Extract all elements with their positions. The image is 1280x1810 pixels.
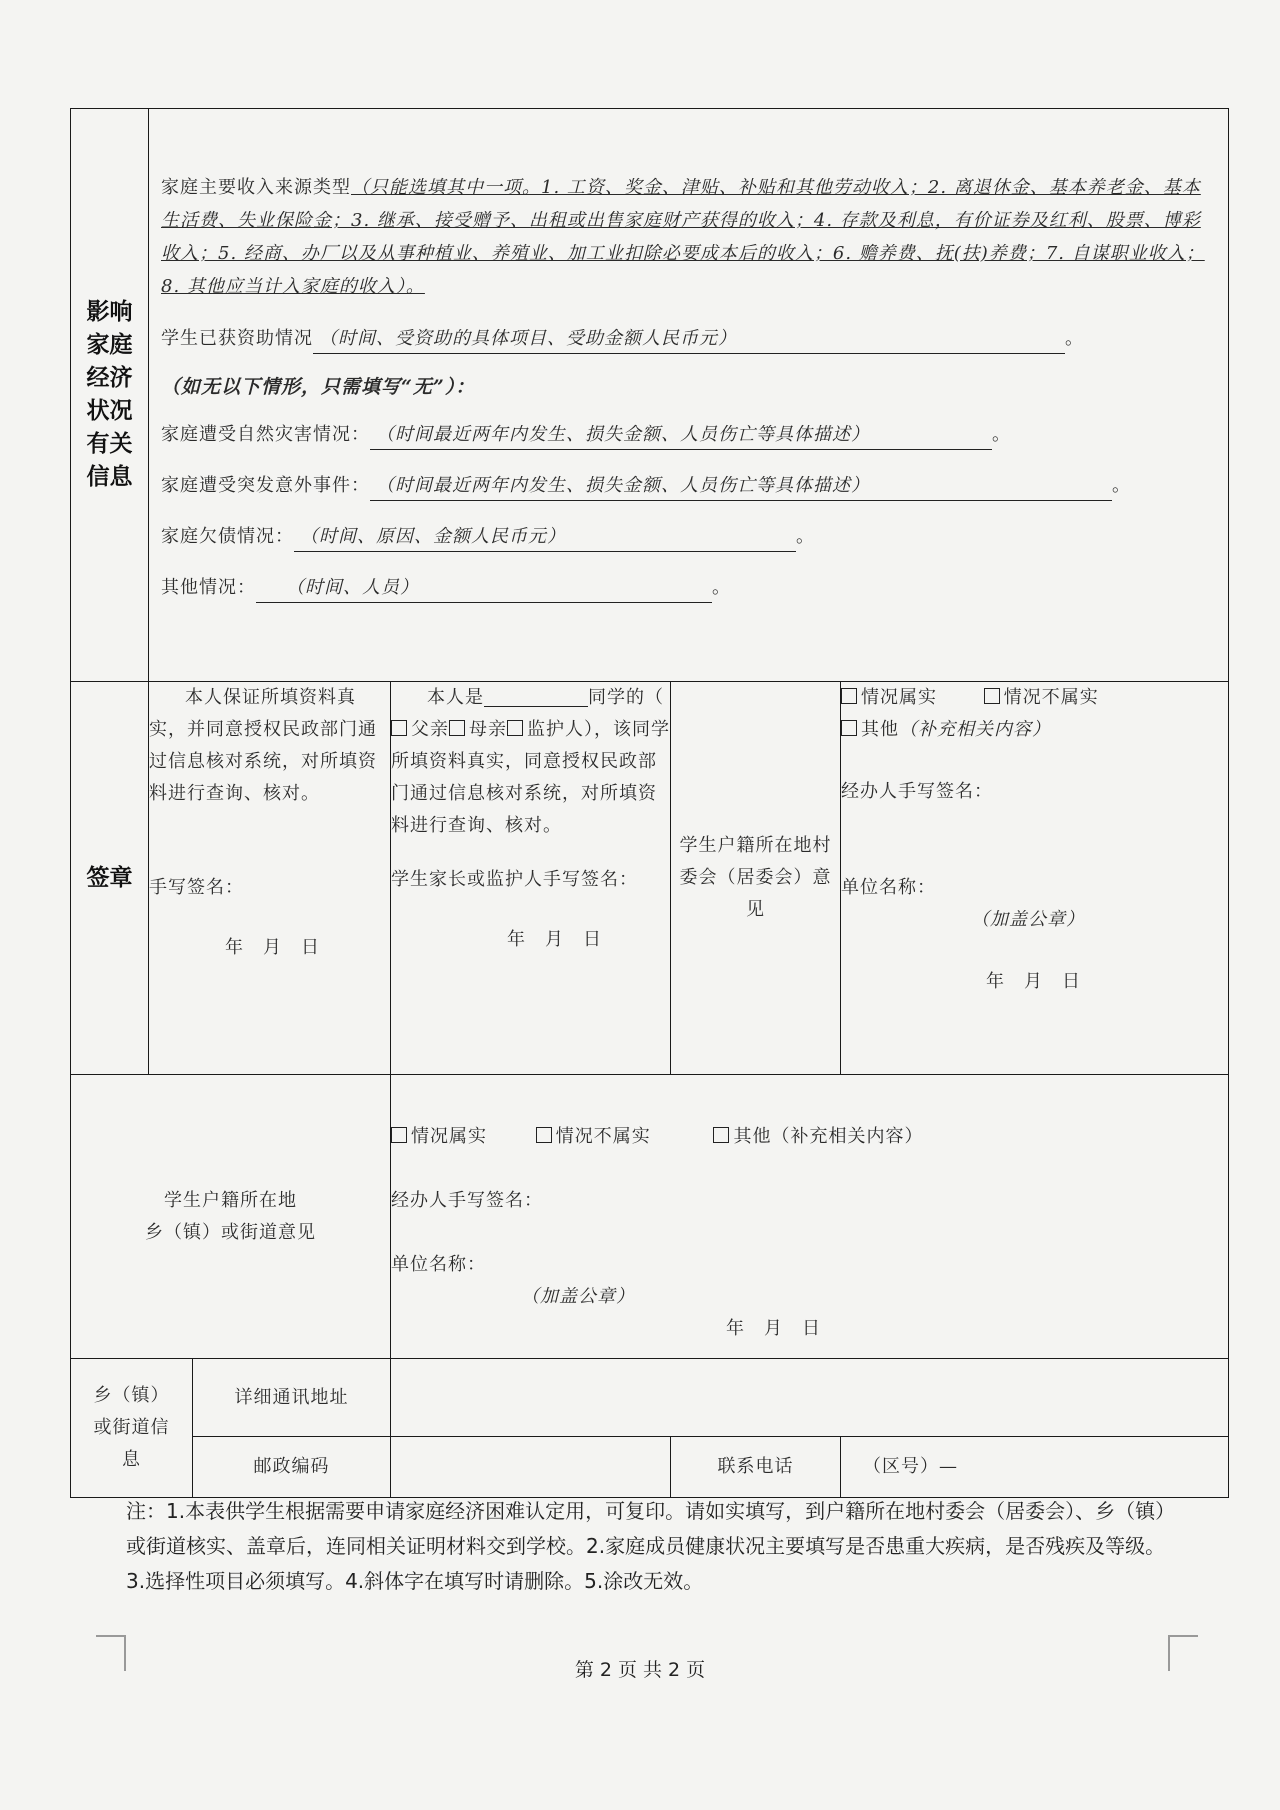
accident-line: 家庭遭受突发意外事件： （时间最近两年内发生、损失金额、人员伤亡等具体描述） 。 — [161, 472, 1216, 501]
township-opinion-cell[interactable]: 情况属实 情况不属实 其他（补充相关内容） 经办人手写签名： 单位名称： （加盖公章） 年 月 日 — [391, 1075, 1229, 1359]
village-opinion-cell[interactable]: 情况属实 情况不属实 其他（补充相关内容） 经办人手写签名： 单位名称： （加盖公章） 年 月 日 — [841, 682, 1229, 1075]
checkbox-false[interactable] — [536, 1127, 552, 1143]
contact-row — [71, 1437, 1229, 1498]
section-header-sign: 签章 — [71, 682, 149, 1075]
section-township-opinion — [71, 1075, 1229, 1359]
township-info-header: 乡（镇）或街道信息 — [71, 1359, 193, 1498]
section-header-economic: 影响 家庭 经济 状况 有关 信息 — [71, 109, 149, 682]
economic-info-content[interactable] — [149, 109, 1229, 682]
section-economic-info — [71, 109, 1229, 682]
self-declaration-cell[interactable]: 本人保证所填资料真实，并同意授权民政部门通过信息核对系统，对所填资料进行查询、核对。 手写签名： 年 月 日 — [149, 682, 391, 1075]
disaster-field[interactable]: （时间最近两年内发生、损失金额、人员伤亡等具体描述） — [370, 421, 992, 450]
checkbox-other[interactable] — [713, 1127, 729, 1143]
other-field[interactable]: （时间、人员） — [256, 574, 712, 603]
checkbox-true[interactable] — [391, 1127, 407, 1143]
debt-field[interactable]: （时间、原因、金额人民币元） — [294, 523, 796, 552]
aid-line: 学生已获资助情况 （时间、受资助的具体项目、受助金额人民币元） 。 — [161, 325, 1216, 354]
address-row — [71, 1359, 1229, 1437]
checkbox-true[interactable] — [841, 688, 857, 704]
aid-field[interactable]: （时间、受资助的具体项目、受助金额人民币元） — [313, 325, 1065, 354]
footnote: 注：1.本表供学生根据需要申请家庭经济困难认定用，可复印。请如实填写，到户籍所在地村委会（居委会）、乡（镇）或街道核实、盖章后，连同相关证明材料交到学校。2.家庭成员健康状况主要填写是否患重大疾病，是否残疾及等级。3.选择性项目必须填写。4.斜体字在填写时请删除。5.涂改无效。 — [126, 1499, 1176, 1593]
address-label: 详细通讯地址 — [193, 1359, 391, 1437]
phone-field[interactable]: （区号）— — [841, 1437, 1229, 1498]
address-field[interactable] — [391, 1359, 1229, 1437]
section-signatures — [71, 682, 1229, 1075]
form-table — [70, 108, 1229, 1498]
disaster-line: 家庭遭受自然灾害情况： （时间最近两年内发生、损失金额、人员伤亡等具体描述） 。 — [161, 421, 1216, 450]
checkbox-other[interactable] — [841, 720, 857, 736]
checkbox-father[interactable] — [391, 720, 407, 736]
other-line: 其他情况： （时间、人员） 。 — [161, 574, 1216, 603]
postcode-label: 邮政编码 — [193, 1437, 391, 1498]
checkbox-guardian[interactable] — [507, 720, 523, 736]
income-source: 家庭主要收入来源类型（只能选填其中一项。1. 工资、奖金、津贴、补贴和其他劳动收入；2. 离退休金、基本养老金、基本生活费、失业保险金；3. 继承、接受赠予、出租或出售家庭财产获得的收入；4. 存款及利息，有价证券及红利、股票、博彩收入；5. 经商、办厂以及从事种植业、养殖业、加工业扣除必要成本后的收入；6. 赡养费、抚(扶)养费；7. 自谋职业收入；8. 其他应当计入家庭的收入）。 — [161, 177, 1205, 297]
debt-line: 家庭欠债情况： （时间、原因、金额人民币元） 。 — [161, 523, 1216, 552]
township-opinion-label: 学生户籍所在地 乡（镇）或街道意见 — [71, 1075, 391, 1359]
page-number: 第 2 页 共 2 页 — [574, 1659, 706, 1681]
phone-label: 联系电话 — [671, 1437, 841, 1498]
village-opinion-label: 学生户籍所在地村委会（居委会）意见 — [671, 682, 841, 1075]
student-name-field[interactable] — [484, 684, 588, 707]
postcode-field[interactable] — [391, 1437, 671, 1498]
none-note: （如无以下情形，只需填写“无”）： — [161, 376, 476, 398]
checkbox-mother[interactable] — [449, 720, 465, 736]
guardian-declaration-cell[interactable]: 本人是 同学的（父亲 母亲 监护人），该同学所填资料真实，同意授权民政部门通过信息核对系统，对所填资料进行查询、核对。 学生家长或监护人手写签名： 年 月 日 — [391, 682, 671, 1075]
accident-field[interactable]: （时间最近两年内发生、损失金额、人员伤亡等具体描述） — [370, 472, 1112, 501]
checkbox-false[interactable] — [984, 688, 1000, 704]
